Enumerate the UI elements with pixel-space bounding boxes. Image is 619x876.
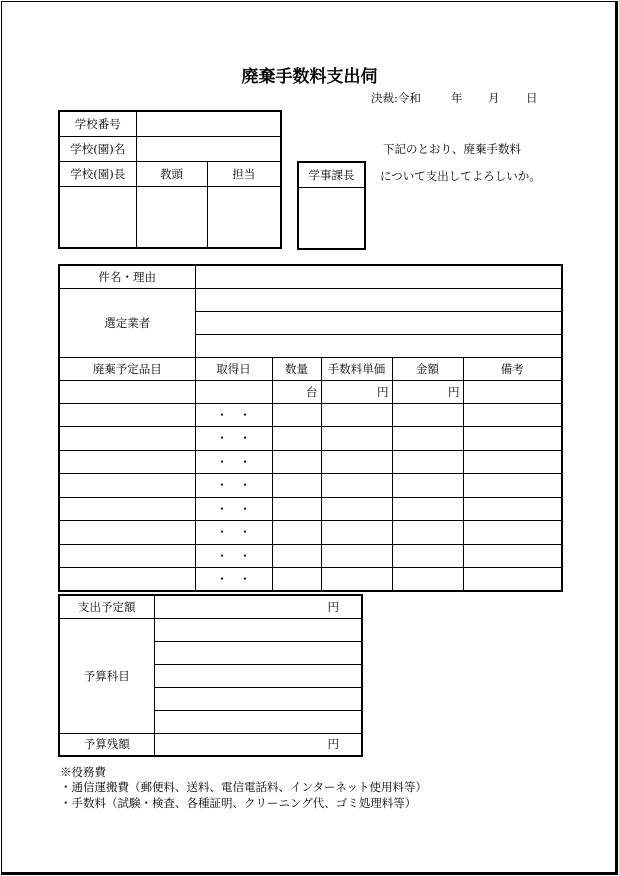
budget-item-field-1[interactable] — [154, 618, 362, 641]
school-number-label: 学校番号 — [59, 111, 136, 136]
amount-cell[interactable] — [392, 427, 463, 451]
table-row — [59, 403, 562, 427]
date-cell[interactable]: ・ ・ — [195, 450, 272, 474]
remaining-budget-label: 予算残額 — [59, 733, 154, 756]
quantity-cell[interactable] — [272, 497, 321, 521]
remarks-cell[interactable] — [463, 403, 562, 427]
item-cell[interactable] — [59, 544, 195, 568]
vice-principal-label: 教頭 — [136, 161, 207, 186]
table-row — [59, 497, 562, 521]
vice-principal-stamp-box[interactable] — [136, 186, 207, 248]
date-cell[interactable]: ・ ・ — [195, 474, 272, 498]
amount-cell[interactable] — [392, 544, 463, 568]
items-table — [58, 264, 563, 592]
request-text-line-1: 下記のとおり、廃棄手数料 — [383, 142, 521, 156]
quantity-cell[interactable] — [272, 568, 321, 592]
col-amount-header: 金額 — [392, 357, 463, 380]
unit-price-cell[interactable] — [321, 427, 392, 451]
date-cell[interactable]: ・ ・ — [195, 403, 272, 427]
unit-price-cell[interactable] — [321, 568, 392, 592]
item-cell[interactable] — [59, 521, 195, 545]
vendor-field-3[interactable] — [195, 334, 562, 357]
amount-cell[interactable] — [392, 450, 463, 474]
budget-item-field-3[interactable] — [154, 664, 362, 687]
table-row — [59, 450, 562, 474]
remarks-cell[interactable] — [463, 497, 562, 521]
items-header-row — [59, 357, 562, 380]
amount-cell[interactable] — [392, 497, 463, 521]
amount-cell[interactable] — [392, 521, 463, 545]
quantity-cell[interactable] — [272, 474, 321, 498]
col-item-header: 廃棄予定品目 — [59, 357, 195, 380]
remarks-cell[interactable] — [463, 568, 562, 592]
unit-price-cell[interactable] — [321, 474, 392, 498]
subject-field[interactable] — [195, 265, 562, 288]
footer-line-2: ・手数料（試験・検査、各種証明、クリーニング代、ゴミ処理料等） — [60, 796, 417, 810]
quantity-cell[interactable] — [272, 450, 321, 474]
item-cell[interactable] — [59, 450, 195, 474]
school-number-field[interactable] — [136, 111, 281, 136]
unit-price-cell[interactable] — [321, 450, 392, 474]
remarks-cell[interactable] — [463, 521, 562, 545]
section-chief-stamp-box[interactable] — [298, 187, 365, 249]
footer-line-1: ・通信運搬費（郵便料、送料、電信電話料、インターネット使用料等） — [60, 780, 427, 794]
amount-cell[interactable] — [392, 403, 463, 427]
person-in-charge-label: 担当 — [207, 161, 281, 186]
vendor-section — [59, 288, 562, 357]
remarks-cell[interactable] — [463, 544, 562, 568]
decision-month: 月 — [488, 91, 500, 105]
item-cell[interactable] — [59, 380, 195, 403]
budget-item-field-2[interactable] — [154, 641, 362, 664]
remarks-cell[interactable] — [463, 427, 562, 451]
remarks-cell[interactable] — [463, 380, 562, 403]
col-date-header: 取得日 — [195, 357, 272, 380]
date-cell[interactable]: ・ ・ — [195, 568, 272, 592]
date-cell[interactable]: ・ ・ — [195, 427, 272, 451]
col-unit-price-header: 手数料単価 — [321, 357, 392, 380]
col-remarks-header: 備考 — [463, 357, 562, 380]
decision-year: 年 — [451, 91, 463, 105]
table-row — [59, 380, 562, 403]
budget-table — [58, 594, 363, 757]
school-name-field[interactable] — [136, 136, 281, 161]
remaining-budget-field[interactable]: 円 — [154, 733, 362, 756]
request-text-line-2: について支出してよろしいか。 — [380, 169, 541, 183]
budget-item-field-5[interactable] — [154, 710, 362, 733]
vendor-label: 選定業者 — [59, 288, 195, 357]
amount-cell[interactable] — [392, 568, 463, 592]
table-row — [59, 521, 562, 545]
decision-label: 決裁:令和 — [371, 91, 421, 105]
quantity-cell[interactable] — [272, 544, 321, 568]
section-chief-label: 学事課長 — [298, 162, 365, 187]
footer-heading: ※役務費 — [60, 765, 106, 779]
unit-price-cell[interactable] — [321, 497, 392, 521]
person-in-charge-stamp-box[interactable] — [207, 186, 281, 248]
remarks-cell[interactable] — [463, 450, 562, 474]
remarks-cell[interactable] — [463, 474, 562, 498]
amount-cell[interactable] — [392, 474, 463, 498]
quantity-cell[interactable]: 台 — [272, 380, 321, 403]
table-row — [59, 544, 562, 568]
quantity-cell[interactable] — [272, 427, 321, 451]
item-cell[interactable] — [59, 474, 195, 498]
section-chief-table — [297, 161, 366, 250]
page-title: 廃棄手数料支出伺 — [241, 67, 378, 87]
approval-table — [58, 110, 282, 249]
vendor-field-2[interactable] — [195, 311, 562, 334]
item-cell[interactable] — [59, 568, 195, 592]
subject-label: 件名・理由 — [59, 265, 195, 288]
principal-label: 学校(園)長 — [59, 161, 136, 186]
school-name-label: 学校(園)名 — [59, 136, 136, 161]
budget-item-field-4[interactable] — [154, 687, 362, 710]
unit-price-cell[interactable] — [321, 544, 392, 568]
decision-day: 日 — [526, 91, 538, 105]
item-cell[interactable] — [59, 403, 195, 427]
item-cell[interactable] — [59, 427, 195, 451]
table-row — [59, 568, 562, 592]
col-quantity-header: 数量 — [272, 357, 321, 380]
date-cell[interactable] — [195, 380, 272, 403]
planned-amount-label: 支出予定額 — [59, 595, 154, 618]
table-row — [59, 427, 562, 451]
unit-price-cell[interactable] — [321, 521, 392, 545]
unit-price-cell[interactable] — [321, 403, 392, 427]
date-cell[interactable]: ・ ・ — [195, 521, 272, 545]
date-cell[interactable]: ・ ・ — [195, 497, 272, 521]
quantity-cell[interactable] — [272, 403, 321, 427]
table-row — [59, 474, 562, 498]
vendor-field-1[interactable] — [195, 288, 562, 311]
quantity-cell[interactable] — [272, 521, 321, 545]
budget-item-label: 予算科目 — [59, 618, 154, 733]
unit-price-cell[interactable]: 円 — [321, 380, 392, 403]
date-cell[interactable]: ・ ・ — [195, 544, 272, 568]
planned-amount-field[interactable]: 円 — [154, 595, 362, 618]
amount-cell[interactable]: 円 — [392, 380, 463, 403]
item-cell[interactable] — [59, 497, 195, 521]
principal-stamp-box[interactable] — [59, 186, 136, 248]
